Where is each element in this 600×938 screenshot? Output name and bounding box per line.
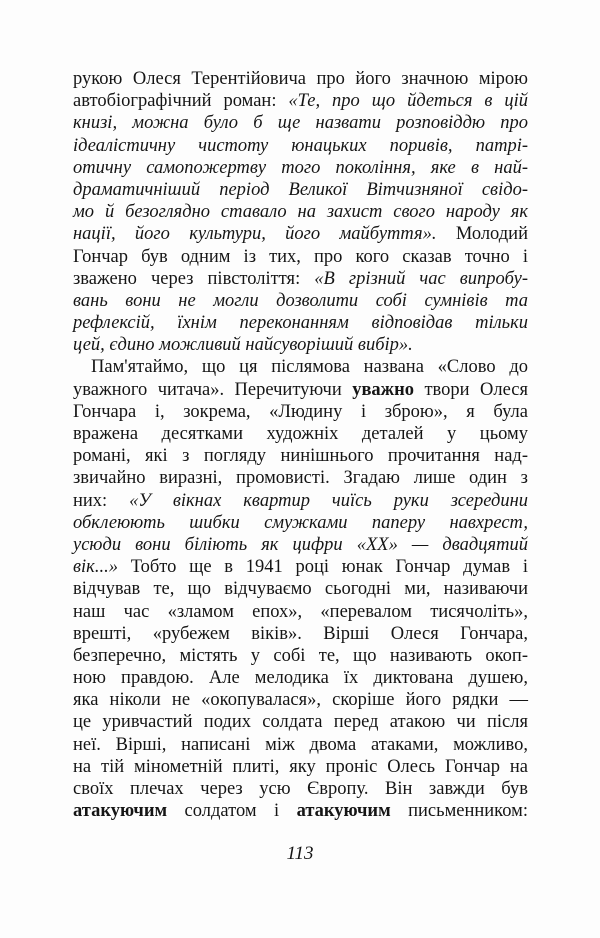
- text-run: своїх плечах через усю Європу. Він завжди був: [73, 779, 528, 799]
- text-run: романі, які з погляду нинішнього прочитання над-: [73, 446, 528, 467]
- text-line: [73, 734, 528, 756]
- page-number: 113: [286, 843, 314, 864]
- italic-quote: драматичніший період Великої Вітчизняної свідо-: [73, 179, 528, 200]
- text-line: [73, 223, 528, 245]
- bold-emphasis: уважно: [352, 379, 415, 400]
- text-line: [73, 623, 528, 645]
- italic-quote: усюди вони біліють як цифри «XX» — двадцятий: [73, 534, 528, 555]
- italic-quote: «У вікнах квартир чиїсь руки зсередини: [129, 490, 528, 511]
- italic-quote: вань вони не могли дозволити собі сумнівів та: [73, 290, 528, 311]
- text-line: [73, 179, 528, 201]
- text-run: Гончара і, зокрема, «Людину і зброю», я була: [73, 401, 528, 422]
- text-run: неї. Вірші, написані між двома атаками, можливо,: [73, 734, 528, 755]
- bold-emphasis: атакуючим: [73, 801, 168, 822]
- text-line: [73, 356, 528, 378]
- text-run: врешті, «рубежем віків». Вірші Олеся Гончара,: [73, 623, 528, 644]
- italic-quote: ідеалістичну чистоту юнацьких поривів, патрі-: [73, 135, 528, 156]
- text-line: [73, 578, 528, 600]
- text-line: [73, 312, 528, 334]
- text-line: [73, 601, 528, 623]
- italic-quote: цей, єдино можливий найсуворіший вибір».: [73, 335, 413, 356]
- text-line: [73, 645, 528, 667]
- text-line: [73, 268, 528, 290]
- bold-emphasis: атакуючим: [296, 801, 391, 822]
- text-run: твори Олеся: [414, 379, 528, 400]
- text-line: [73, 756, 528, 778]
- body-text: [73, 68, 528, 822]
- text-run: Молодий: [436, 224, 528, 245]
- text-line: [73, 445, 528, 467]
- text-run: звичайно виразні, промовисті. Згадаю лише один з: [73, 468, 528, 489]
- text-line: [73, 534, 528, 556]
- text-run: яка ніколи не «окопувалася», скоріше його рядки —: [73, 690, 528, 711]
- text-line: [73, 157, 528, 179]
- italic-quote: рефлексій, їхнім переконанням відповідав тільки: [73, 313, 528, 334]
- text-run: безперечно, містять у собі те, що називають окоп-: [73, 645, 528, 666]
- text-run: ною правдою. Але мелодика їх диктована душею,: [73, 668, 528, 689]
- text-line: [73, 778, 528, 800]
- text-run: наш час «зламом епох», «перевалом тисячоліть»,: [73, 601, 528, 622]
- text-line: [73, 401, 528, 423]
- italic-quote: отичну самопожертву того покоління, яке в най-: [73, 157, 528, 178]
- text-line: [73, 379, 528, 401]
- italic-quote: обклеюють шибки смужками паперу навхрест,: [73, 512, 528, 533]
- text-line: [73, 512, 528, 534]
- text-line: [73, 689, 528, 711]
- text-line: [73, 112, 528, 134]
- text-line: [73, 135, 528, 157]
- text-run: Пам'ятаймо, що ця післямова названа «Слово до: [91, 357, 528, 378]
- text-run: солдатом і: [167, 801, 297, 822]
- text-run: письменником:: [390, 801, 528, 822]
- italic-quote: нації, його культури, його майбуття».: [73, 224, 437, 245]
- text-run: Тобто ще в 1941 році юнак Гончар думав і: [117, 557, 528, 578]
- italic-quote: книзі, можна було б ще назвати розповіддю про: [73, 113, 528, 134]
- text-run: зважено через півстоліття:: [73, 268, 315, 289]
- text-line: [73, 423, 528, 445]
- text-run: рукою Олеся Терентійовича про його значною мірою: [73, 69, 528, 89]
- text-run: вражена десятками художніх деталей у цьому: [73, 424, 528, 444]
- text-run: це уривчастий подих солдата перед атакою чи після: [73, 712, 528, 733]
- text-run: на тій мінометній плиті, яку проніс Олесь Гончар на: [73, 756, 528, 777]
- text-line: [73, 246, 528, 268]
- text-line: [73, 711, 528, 733]
- text-line: [73, 201, 528, 223]
- text-line: [73, 290, 528, 312]
- text-run: них:: [73, 490, 130, 511]
- italic-quote: мо й безоглядно ставало на захист свого народу як: [73, 202, 528, 223]
- text-run: автобіографічний роман:: [73, 91, 289, 112]
- text-run: уважного читача». Перечитуючи: [73, 379, 353, 400]
- text-line: [73, 467, 528, 489]
- text-run: Гончар був одним із тих, про кого сказав точно і: [73, 246, 528, 267]
- text-line: [73, 800, 528, 822]
- italic-quote: вік...»: [73, 557, 118, 578]
- text-line: [73, 68, 528, 90]
- text-line: [73, 490, 528, 512]
- italic-quote: «Те, про що йдеться в цій: [288, 91, 528, 112]
- text-line: [73, 90, 528, 112]
- text-line: [73, 334, 528, 356]
- text-line: [73, 556, 528, 578]
- italic-quote: «В грізний час випробу-: [314, 268, 528, 289]
- text-run: відчував те, що відчуваємо сьогодні ми, називаючи: [73, 579, 528, 600]
- text-line: [73, 667, 528, 689]
